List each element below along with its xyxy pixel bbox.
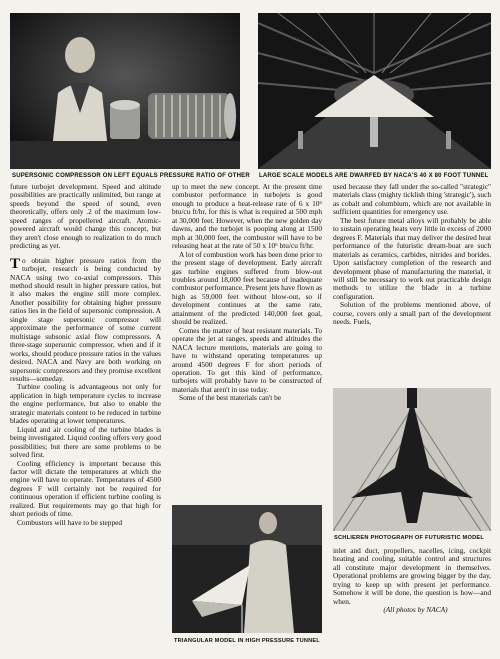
caption-top-right: LARGE SCALE MODELS ARE DWARFED BY NACA'S 40 X 80 FOOT TUNNEL — [259, 173, 489, 179]
compressor-photo-illustration — [10, 13, 240, 169]
triangular-model-photo-illustration — [172, 505, 322, 633]
photo-credit: (All photos by NACA) — [383, 605, 448, 615]
schlieren-photo-illustration — [333, 388, 491, 531]
article-column-2 — [172, 183, 322, 403]
col1-paragraph-1: future turbojet development. Speed and altitude possibilities are practically unlimited, but range at speeds beyond the speed of sound, even theoretically, offers only .2 of the maximum low-speed ranges of propellered aircraft. Atomic-powered aircraft would change this concept, but they aren't close enough to realization to do much predicting as yet. — [10, 182, 161, 251]
col2-paragraph-1: up to meet the new concept. At the present time combustor performance in turbojets is good enough to produce a heat-release rate of 6 x 10⁶ btu/cu ft/hr, for this is what is required at 500 mph at 30,000 feet. However, when the new golden day dawns, and the turbojet is pooping along at 1500 mph at 30,000 feet, the combustor will have to be releasing heat at the rate of 50 x 10⁶ btu/cu ft/hr. — [172, 182, 322, 251]
col3-paragraph-1: used because they fall under the so-called "strategic" materials class (mighty ticklish thing 'strategic'), such as cobalt and columbium, which are not available in sufficient quantities for emergency use. — [333, 182, 491, 217]
photo-schlieren — [333, 388, 491, 531]
col2-paragraph-4: Some of the best materials can't be — [179, 393, 282, 403]
caption-bottom-middle: TRIANGULAR MODEL IN HIGH PRESSURE TUNNEL — [174, 638, 320, 644]
col2-paragraph-3: Comes the matter of heat resistant materials. To operate the jet at ranges, speeds and altitudes the NACA lecture mentions, materials are going to have to withstand operating temperatures up around 4500 degrees F for short periods of operation. To get this kind of performance, turbojets will probably have to be constructed of materials that aren't in use today. — [172, 325, 322, 394]
col1-paragraph-6: Combustors will have to be stepped — [17, 517, 123, 527]
caption-top-left: SUPERSONIC COMPRESSOR ON LEFT EQUALS PRESSURE RATIO OF OTHER — [12, 173, 250, 179]
wind-tunnel-photo-illustration — [258, 13, 491, 169]
col1-paragraph-4: Liquid and air cooling of the turbine blades is being investigated. Liquid cooling offers very good possibilities; but there are some problems to be solved first. — [10, 424, 161, 460]
photo-triangular-model — [172, 505, 322, 633]
article-column-3-top — [333, 183, 491, 327]
col3-paragraph-2: The best future metal alloys will probably be able to sustain operating heats very little in excess of 2000 degrees F. Materials that may deliver the desired heat performance of the futuristic dream-boat are such materials as ceramics, carbides, nitrides and borides. Upon satisfactory completion of the research and development phase of manufacturing the material, it will still be necessary to work out practicable design methods to utilize the blade in a turbine configuration. — [333, 215, 491, 301]
col1-paragraph-2 — [10, 257, 161, 384]
col1-paragraph-3: Turbine cooling is advantageous not only for application in high temperature cycles to increase the engine performance, but also to enable the strategic materials content to be reduced in turbine blades operating at lower temperatures. — [10, 382, 161, 426]
col1-paragraph-5: Cooling efficiency is important because this factor will dictate the temperatures at which the engine will have to operate. Temperatures of 4500 degrees F will certainly not be required for continuous operation if efficient turbine cooling is realized. But requirements may go that high for short periods of time. — [10, 458, 161, 519]
article-column-1 — [10, 183, 161, 527]
col3-paragraph-3: Solution of the problems mentioned above, of course, covers only a small part of the development needs. Fuels, — [333, 300, 491, 327]
article-column-3-bottom — [333, 547, 491, 615]
photo-wind-tunnel — [258, 13, 491, 169]
photo-supersonic-compressor — [10, 13, 240, 169]
col2-paragraph-2: A lot of combustion work has been done prior to the present stage of development. Early aircraft gas turbine engines suffered from blow-out troubles around 18,000 feet because of inadequate combustor performance. Present jets have flown as high as 59,000 feet without blow-out, so if development continues at the same rate, attainment of the predicted 140,000 feet goal, should be realized. — [172, 249, 322, 327]
drop-cap: T — [10, 255, 21, 272]
caption-right-middle: SCHLIEREN PHOTOGRAPH OF FUTURISTIC MODEL — [334, 535, 485, 541]
col1-paragraph-2-text: o obtain higher pressure ratios from the turbojet, research is being conducted by NACA using two co-axial compressors. This method should result in higher pressure ratios, but it also makes the engine still more complex. Another possibility for obtaining higher pressure ratios lies in the field of supersonic compression. A single stage supersonic compressor will approximate the performance of some current multistage subsonic axial flow compressors. A three-stage supersonic compressor, when and if it works, should produce pressure ratios in the values desired. NACA and Navy are both working on supersonic compressors and they promise excellent results—someday. — [10, 255, 161, 383]
col3-paragraph-4: inlet and duct, propellers, nacelles, icing, cockpit heating and cooling, suitable control and structures all constitute major development in themselves. Operational problems are growing bigger by the day, trying to keep up with present jet performance. Somehow it will be done, the question is how—and when. — [333, 546, 491, 606]
